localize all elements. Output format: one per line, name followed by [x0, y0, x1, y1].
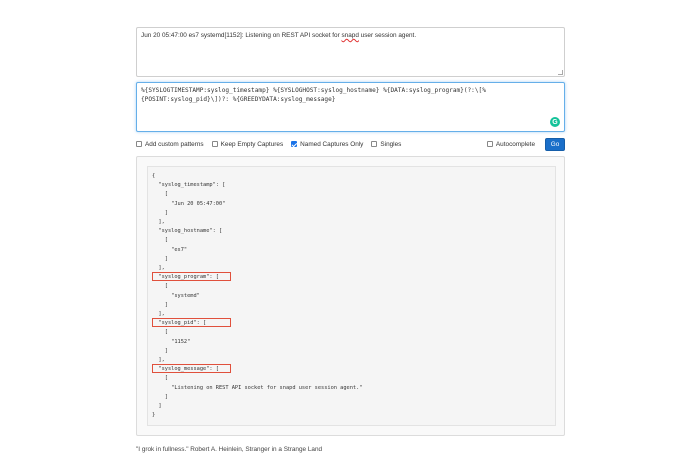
- json-line: [: [152, 283, 168, 290]
- highlight-box: [152, 272, 231, 281]
- singles-label: Singles: [380, 140, 402, 148]
- singles-checkbox[interactable]: [371, 141, 377, 147]
- json-output: [147, 166, 556, 426]
- autocomplete-option[interactable]: [487, 141, 535, 148]
- add-custom-patterns-label: Add custom patterns: [145, 140, 204, 148]
- json-line: "syslog_program": [: [152, 274, 219, 281]
- json-line: ],: [152, 311, 165, 317]
- keep-empty-captures-option[interactable]: [212, 141, 284, 148]
- json-line: [: [152, 191, 168, 198]
- highlight-box: [152, 318, 231, 327]
- autocomplete-checkbox[interactable]: [487, 141, 493, 147]
- json-line: ]: [152, 301, 168, 308]
- named-captures-only-option[interactable]: [291, 141, 363, 148]
- go-button[interactable]: Go: [545, 138, 565, 151]
- pattern-text: %{SYSLOGTIMESTAMP:syslog_timestamp} %{SYSLOGHOST:syslog_hostname} %{DATA:syslog_program}(?:\[%{POSINT:syslog_pid}\])?: %{GREEDYDATA:syslog_message}: [141, 87, 486, 103]
- json-line: ]: [152, 255, 168, 262]
- resize-grip-icon[interactable]: [558, 70, 563, 75]
- keep-empty-captures-checkbox[interactable]: [212, 141, 218, 147]
- sample-text-flagged: snapd: [341, 32, 359, 39]
- json-line: "Jun 20 05:47:00": [152, 200, 226, 207]
- json-line: "syslog_message": [: [152, 366, 219, 373]
- json-line: "syslog_pid": [: [152, 320, 207, 327]
- json-line: ]: [152, 393, 168, 400]
- json-line: ]: [152, 347, 168, 354]
- pattern-input[interactable]: [136, 82, 565, 132]
- sample-input[interactable]: [136, 27, 565, 77]
- footer-quote: "I grok in fullness." Robert A. Heinlein, Stranger in a Strange Land: [136, 446, 323, 453]
- add-custom-patterns-option[interactable]: [136, 141, 204, 148]
- json-line: ],: [152, 219, 165, 225]
- json-line: [: [152, 329, 168, 336]
- json-line: ],: [152, 357, 165, 363]
- json-line: ]: [152, 403, 162, 409]
- json-line: "Listening on REST API socket for snapd user session agent.": [152, 384, 363, 391]
- singles-option[interactable]: [371, 141, 401, 148]
- named-captures-only-label: Named Captures Only: [300, 140, 364, 148]
- grammarly-icon[interactable]: G: [550, 117, 560, 127]
- highlight-box: [152, 364, 231, 373]
- json-line: [: [152, 237, 168, 244]
- json-line: "systemd": [152, 292, 200, 299]
- json-line: {: [152, 173, 156, 179]
- sample-text-after: user session agent.: [358, 32, 417, 39]
- json-line: ]: [152, 209, 168, 216]
- sample-text-before: Jun 20 05:47:00 es7 systemd[1152]: Listening on REST API socket for: [141, 32, 342, 39]
- json-line: "syslog_hostname": [: [152, 228, 223, 235]
- json-line: ],: [152, 265, 165, 271]
- options-row: [136, 137, 565, 151]
- json-line: [: [152, 375, 168, 382]
- json-line: "syslog_timestamp": [: [152, 182, 226, 189]
- json-line: "es7": [152, 246, 188, 253]
- output-panel: [136, 156, 565, 436]
- named-captures-only-checkbox[interactable]: [291, 141, 297, 147]
- add-custom-patterns-checkbox[interactable]: [136, 141, 142, 147]
- keep-empty-captures-label: Keep Empty Captures: [220, 140, 284, 148]
- json-line: "1152": [152, 338, 191, 345]
- autocomplete-label: Autocomplete: [495, 140, 535, 148]
- json-line: }: [152, 412, 156, 419]
